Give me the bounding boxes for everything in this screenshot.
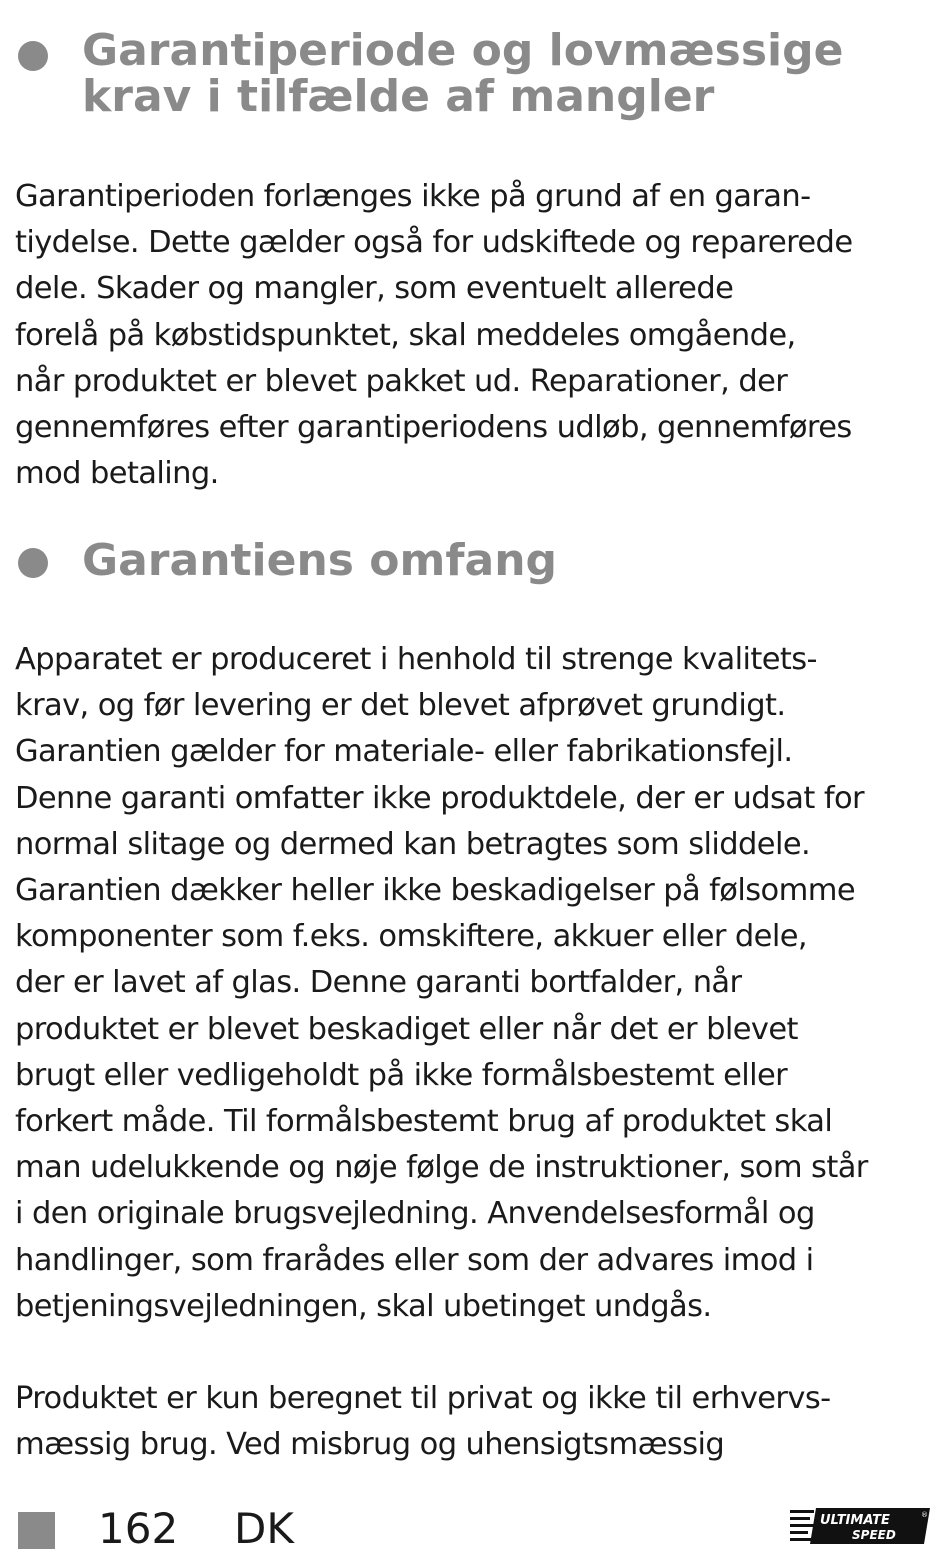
text-line: Garantien dækker heller ikke beskadigelser på følsomme [15,873,855,909]
heading-line: krav i tilfælde af mangler [82,71,715,122]
text-line: normal slitage og dermed kan betragtes som sliddele. [15,826,811,862]
text-line: når produktet er blevet pakket ud. Reparationer, der [15,363,788,399]
text-line: tiydelse. Dette gælder også for udskiftede og reparerede [15,225,853,261]
heading-line: Garantiperiode og lovmæssige [82,25,844,76]
brand-logo-line1: ULTIMATE [820,1513,890,1528]
language-code: DK [234,1504,294,1553]
text-line: komponenter som f.eks. omskiftere, akkuer eller dele, [15,919,807,955]
heading-line: Garantiens omfang [82,535,558,586]
text-line: dele. Skader og mangler, som eventuelt allerede [15,271,734,307]
text-line: forelå på købstidspunktet, skal meddeles omgående, [15,317,796,353]
text-line: der er lavet af glas. Denne garanti bortfalder, når [15,965,742,1001]
text-line: i den originale brugsvejledning. Anvendelsesformål og [15,1196,815,1232]
page-number: 162 [98,1504,179,1553]
paragraph-warranty-period [15,174,940,497]
text-line: Apparatet er produceret i henhold til strenge kvalitets- [15,642,817,677]
text-line: brugt eller vedligeholdt på ikke formålsbestemt eller [15,1057,788,1093]
text-line: produktet er blevet beskadiget eller når det er blevet [15,1011,798,1047]
brand-logo-line2: SPEED [852,1528,896,1542]
text-line: betjeningsvejledningen, skal ubetinget undgås. [15,1288,712,1324]
bullet-icon [18,41,48,71]
text-line: gennemføres efter garantiperiodens udløb, gennemføres [15,410,852,446]
page-footer [0,1500,950,1552]
footer-square-marker [18,1512,55,1549]
bullet-icon [18,548,48,578]
text-line: Denne garanti omfatter ikke produktdele, der er udsat for [15,780,864,816]
heading-text [82,535,942,586]
brand-logo [790,1506,932,1546]
text-line: Produktet er kun beregnet til privat og ikke til erhvervs- [15,1381,831,1416]
text-line: forkert måde. Til formålsbestemt brug af produktet skal [15,1104,833,1140]
text-line: Garantien gælder for materiale- eller fabrikationsfejl. [15,734,793,770]
text-line: Garantiperioden forlænges ikke på grund af en garan- [15,179,811,214]
paragraph-warranty-scope [15,637,940,1330]
paragraph-private-use [15,1376,940,1468]
text-line: mæssig brug. Ved misbrug og uhensigtsmæssig [15,1427,725,1463]
text-line: mod betaling. [15,456,219,492]
text-line: man udelukkende og nøje følge de instruktioner, som står [15,1150,868,1186]
text-line: krav, og før levering er det blevet afprøvet grundigt. [15,688,786,724]
text-line: handlinger, som frarådes eller som der advares imod i [15,1242,814,1278]
heading-text [82,25,942,122]
brand-logo-mark: ® [921,1511,928,1519]
